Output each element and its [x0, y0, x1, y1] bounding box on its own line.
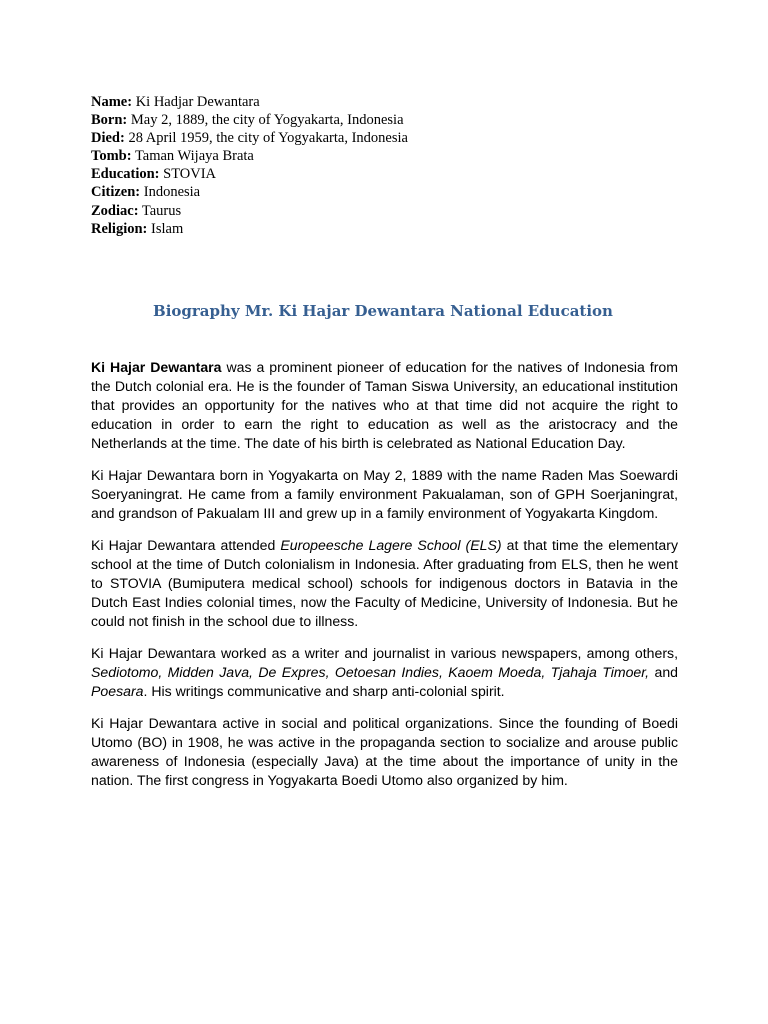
paragraph-text: Ki Hajar Dewantara attended — [91, 537, 276, 553]
profile-row-name — [91, 93, 691, 111]
paragraph-intro — [91, 358, 678, 453]
profile-value: May 2, 1889, the city of Yogyakarta, Indonesia — [130, 112, 404, 129]
paragraph-text: . His writings communicative and sharp anti-colonial spirit. — [143, 683, 505, 699]
paragraph-text: was a prominent pioneer of education for the natives of Indonesia from the Dutch colonial era. He is the founder of Taman Siswa University, an educational institution that provides an opportunity for the natives who at that time did not acquire the right to education in order to earn the right to education as well as the aristocracy and the Netherlands at the time. The date of his birth is celebrated as National Education Day. — [91, 359, 678, 451]
profile-value: 28 April 1959, the city of Yogyakarta, Indonesia — [128, 130, 408, 147]
profile-value: Islam — [151, 220, 184, 237]
profile-label: Zodiac: — [91, 202, 139, 219]
italic-newspaper-list: Sediotomo, Midden Java, De Expres, Oetoesan Indies, Kaoem Moeda, Tjahaja Timoer, — [91, 664, 650, 680]
profile-label: Citizen: — [91, 184, 141, 201]
profile-value: Indonesia — [143, 184, 201, 201]
profile-value: STOVIA — [163, 166, 217, 183]
profile-row-religion — [91, 220, 691, 238]
bold-name: Ki Hajar Dewantara — [91, 359, 222, 375]
paragraph-text: Ki Hajar Dewantara worked as a writer and journalist in various newspapers, among others, — [91, 645, 678, 661]
profile-value: Ki Hadjar Dewantara — [135, 94, 260, 110]
profile-row-died — [91, 129, 691, 147]
profile-label: Born: — [91, 112, 128, 129]
paragraph-organizations — [91, 714, 678, 790]
section-heading: Biography Mr. Ki Hajar Dewantara National Education — [153, 302, 613, 320]
profile-label: Religion: — [91, 220, 148, 237]
profile-row-education — [91, 165, 691, 183]
paragraph-journalism — [91, 644, 678, 701]
profile-label: Tomb: — [91, 148, 132, 165]
biography-body — [91, 358, 678, 803]
paragraph-text: at that time the elementary school at the time of Dutch colonialism in Indonesia. After graduating from ELS, then he went to STOVIA (Bumiputera medical school) schools for indigenous doctors in Batavia in the Dutch East Indies colonial times, now the Faculty of Medicine, University of Indonesia. But he could not finish in the school due to illness. — [91, 537, 678, 629]
italic-newspaper-name: Poesara — [91, 683, 144, 699]
paragraph-text: and — [654, 664, 678, 680]
profile-label: Name: — [91, 94, 133, 110]
profile-row-born — [91, 111, 691, 129]
profile-label: Died: — [91, 130, 125, 147]
profile-row-zodiac — [91, 202, 691, 220]
profile-row-tomb — [91, 147, 691, 165]
italic-school-name: Europeesche Lagere School (ELS) — [280, 537, 502, 553]
paragraph-text: Ki Hajar Dewantara born in Yogyakarta on May 2, 1889 with the name Raden Mas Soewardi Soeryaningrat. He came from a family environment Pakualaman, son of GPH Soerjaningrat, and grandson of Pakualam III and grew up in a family environment of Yogyakarta Kingdom. — [91, 467, 678, 521]
profile-row-citizen — [91, 183, 691, 201]
paragraph-education — [91, 536, 678, 631]
profile-label: Education: — [91, 166, 160, 183]
profile-value: Taman Wijaya Brata — [134, 148, 254, 165]
profile-block — [91, 93, 691, 238]
paragraph-text: Ki Hajar Dewantara active in social and political organizations. Since the founding of Boedi Utomo (BO) in 1908, he was active in the propaganda section to socialize and arouse public awareness of Indonesia (especially Java) at the time about the importance of unity in the nation. The first congress in Yogyakarta Boedi Utomo also organized by him. — [91, 715, 678, 788]
paragraph-birth — [91, 466, 678, 523]
profile-value: Taurus — [141, 202, 182, 219]
